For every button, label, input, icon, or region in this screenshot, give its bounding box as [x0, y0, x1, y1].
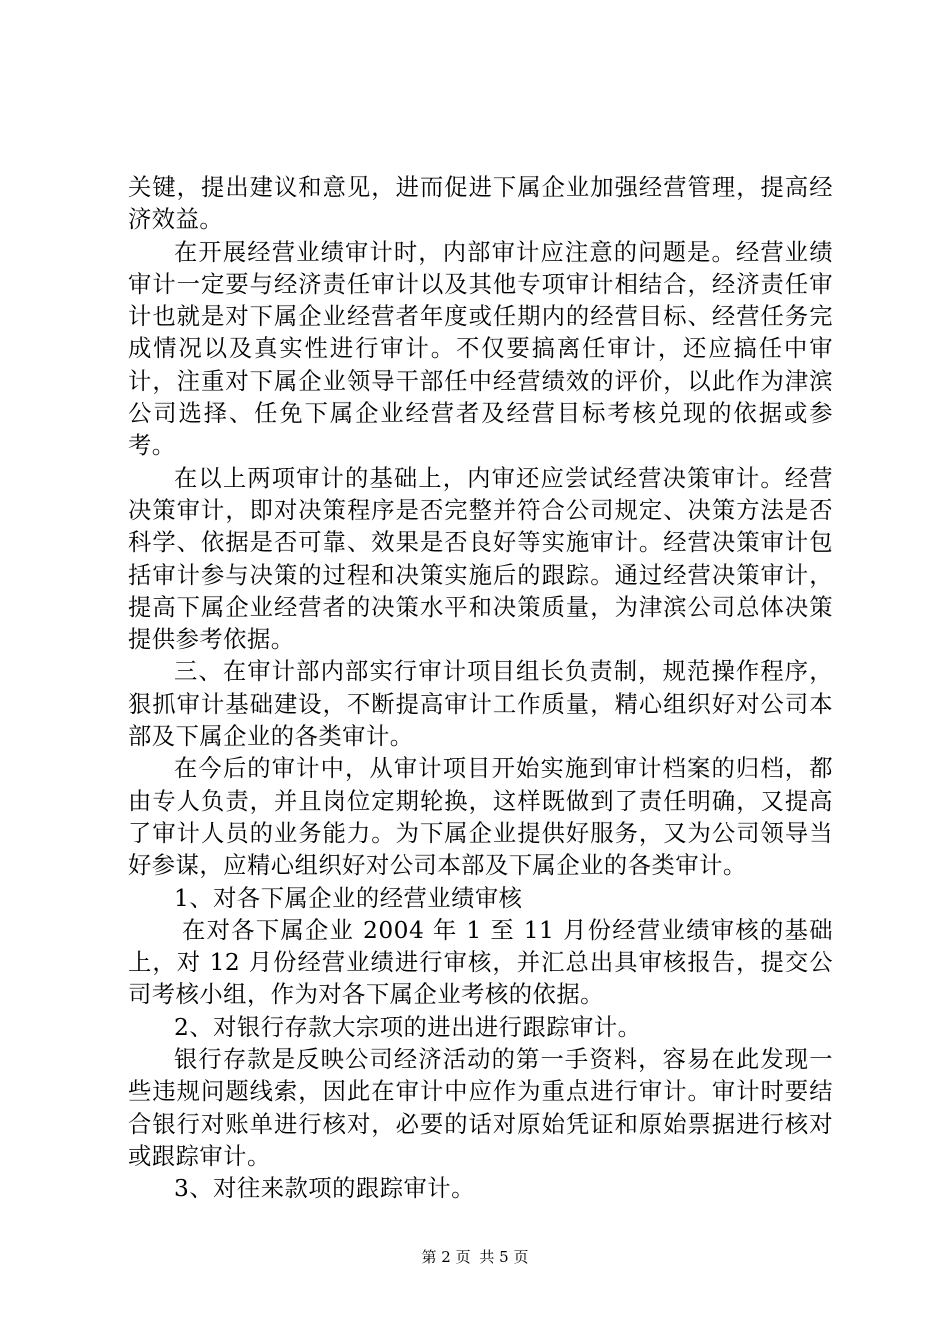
page-total: 共 5 页: [479, 1248, 529, 1266]
document-body: [128, 172, 833, 1206]
paragraph-7: 在对各下属企业 2004 年 1 至 11 月份经营业绩审核的基础上，对 12 月份经营业绩进行审核，并汇总出具审核报告，提交公司考核小组，作为对各下属企业考核的依据。: [128, 916, 833, 1009]
paragraph-9: 银行存款是反映公司经济活动的第一手资料，容易在此发现一些违规问题线索，因此在审计中应作为重点进行审计。审计时要结合银行对账单进行核对，必要的话对原始凭证和原始票据进行核对或跟踪审计。: [128, 1046, 833, 1170]
paragraph-3: 在以上两项审计的基础上，内审还应尝试经营决策审计。经营决策审计，即对决策程序是否完整并符合公司规定、决策方法是否科学、依据是否可靠、效果是否良好等实施审计。经营决策审计包括审计参与决策的过程和决策实施后的跟踪。通过经营决策审计，提高下属企业经营者的决策水平和决策质量，为津滨公司总体决策提供参考依据。: [128, 464, 833, 654]
paragraph-1: 关键，提出建议和意见，进而促进下属企业加强经营管理，提高经济效益。: [128, 174, 833, 234]
paragraph-8: 2、对银行存款大宗项的进出进行跟踪审计。: [174, 1013, 642, 1041]
paragraph-2: 在开展经营业绩审计时，内部审计应注意的问题是。经营业绩审计一定要与经济责任审计以及其他专项审计相结合，经济责任审计也就是对下属企业经营者年度或任期内的经营目标、经营任务完成情况以及真实性进行审计。不仅要搞离任审计，还应搞任中审计，注重对下属企业领导干部任中经营绩效的评价，以此作为津滨公司选择、任免下属企业经营者及经营目标考核兑现的依据或参考。: [128, 238, 833, 460]
paragraph-10: 3、对往来款项的跟踪审计。: [174, 1175, 475, 1203]
paragraph-4: 三、在审计部内部实行审计项目组长负责制，规范操作程序，狠抓审计基础建设，不断提高审计工作质量，精心组织好对公司本部及下属企业的各类审计。: [128, 658, 833, 751]
page-number: 第 2 页: [421, 1248, 471, 1266]
paragraph-6: 1、对各下属企业的经营业绩审核: [174, 884, 523, 912]
page-footer: [0, 1247, 950, 1267]
paragraph-5: 在今后的审计中，从审计项目开始实施到审计档案的归档，都由专人负责，并且岗位定期轮换，这样既做到了责任明确，又提高了审计人员的业务能力。为下属企业提供好服务，又为公司领导当好参谋，应精心组织好对公司本部及下属企业的各类审计。: [128, 755, 833, 880]
